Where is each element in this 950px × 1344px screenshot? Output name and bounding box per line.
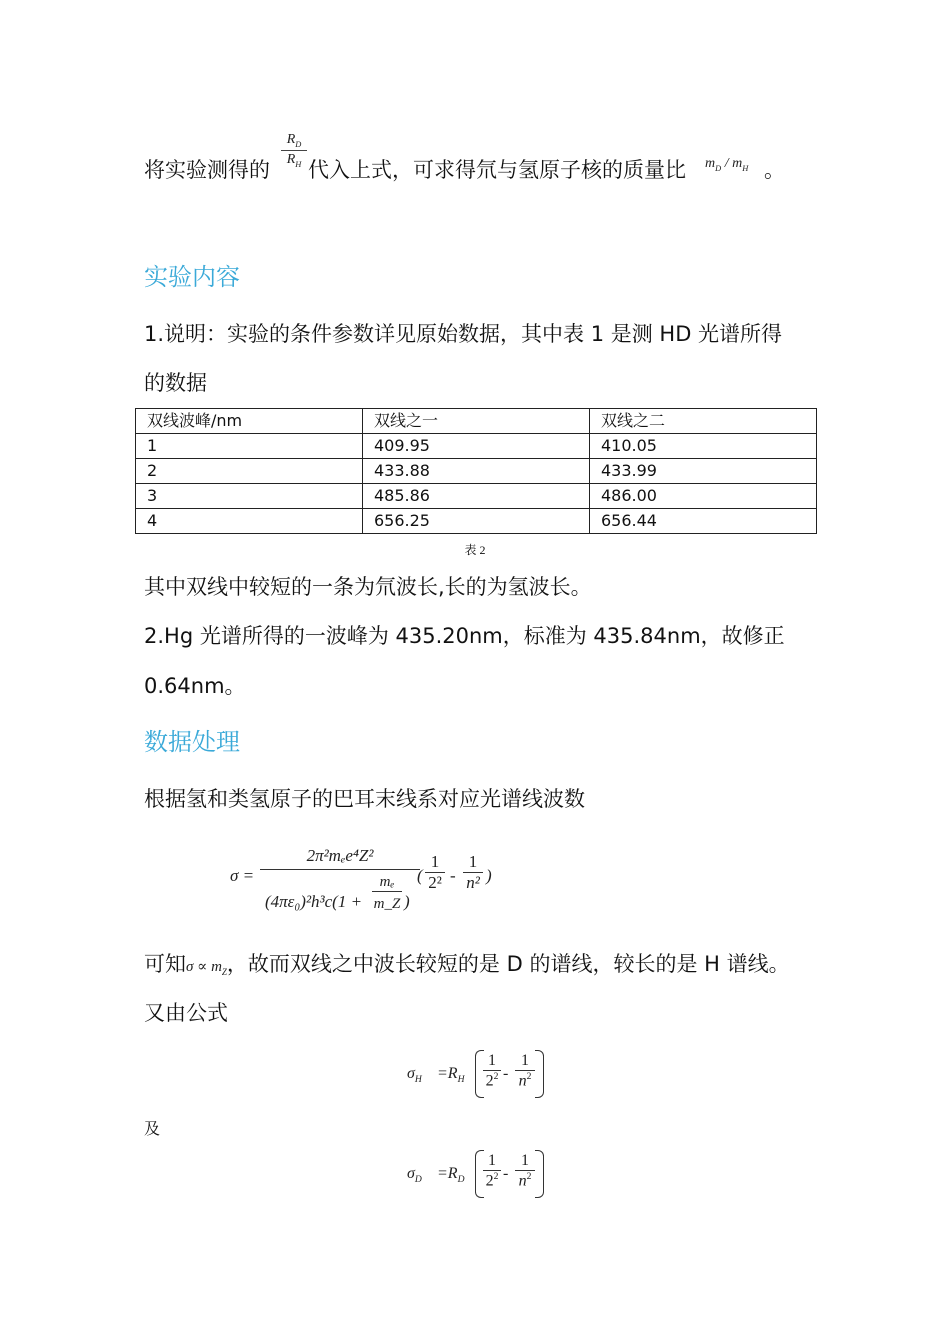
table-caption: 表 2 bbox=[464, 543, 486, 557]
item1-line2: 的数据 bbox=[144, 371, 207, 395]
table-cell: 433.88 bbox=[363, 459, 590, 484]
table-cell: 410.05 bbox=[590, 434, 817, 459]
table-cell: 433.99 bbox=[590, 459, 817, 484]
then-formula-line: 又由公式 bbox=[144, 1001, 228, 1025]
item2-line2: 0.64nm。 bbox=[144, 674, 246, 698]
intro-text-end: 。 bbox=[764, 158, 785, 182]
data-table bbox=[135, 408, 817, 534]
formula-sigma-h: $\sigma_H$ $=R_H$ 1 $2^2$ - 1 $n^2$ bbox=[407, 1050, 557, 1100]
table-row bbox=[136, 509, 817, 534]
conclusion-before: 可知 bbox=[144, 952, 186, 976]
table-row bbox=[136, 459, 817, 484]
table-cell: 3 bbox=[136, 484, 363, 509]
formula-lhs: σ = bbox=[230, 866, 255, 885]
table-header-cell: 双线之二 bbox=[590, 409, 817, 434]
table-row bbox=[136, 484, 817, 509]
table-row bbox=[136, 434, 817, 459]
formula-denominator: (4πε₀)²h³c(1 + mₑ m_Z ) bbox=[265, 874, 410, 912]
ratio-rd-rh: $R_D$ $R_H$ bbox=[281, 133, 307, 169]
section-title-data: 数据处理 bbox=[144, 728, 240, 756]
formula-fraction bbox=[260, 846, 420, 928]
table-cell: 409.95 bbox=[363, 434, 590, 459]
table-cell: 2 bbox=[136, 459, 363, 484]
balmer-formula: σ = 2π²mₑe⁴Z² (4πε₀)²h³c(1 + mₑ m_Z ) ( 1 2² - 1 n² ) bbox=[230, 846, 530, 930]
basis-line: 根据氢和类氢原子的巴耳末线系对应光谱线波数 bbox=[144, 787, 585, 811]
table-cell: 486.00 bbox=[590, 484, 817, 509]
intro-text-after: 代入上式，可求得氘与氢原子核的质量比 bbox=[308, 158, 686, 182]
table-cell: 1 bbox=[136, 434, 363, 459]
sigma-prop-mz: $\sigma \propto m_Z$ bbox=[186, 959, 227, 977]
note-line: 其中双线中较短的一条为氘波长,长的为氢波长。 bbox=[144, 575, 592, 599]
table-cell: 656.25 bbox=[363, 509, 590, 534]
and-text: 及 bbox=[144, 1119, 161, 1138]
table-header-cell: 双线之一 bbox=[363, 409, 590, 434]
formula-sigma-d: $\sigma_D$ $=R_D$ 1 $2^2$ - 1 $n^2$ bbox=[407, 1150, 557, 1200]
table-cell: 656.44 bbox=[590, 509, 817, 534]
conclusion-after: ，故而双线之中波长较短的是 D 的谱线，较长的是 H 谱线。 bbox=[226, 952, 790, 976]
table-cell: 485.86 bbox=[363, 484, 590, 509]
conclusion-line bbox=[144, 954, 790, 977]
section-title-experiment: 实验内容 bbox=[144, 263, 240, 291]
item1-line1: 1.说明：实验的条件参数详见原始数据，其中表 1 是测 HD 光谱所得 bbox=[144, 322, 783, 346]
table-header-cell: 双线波峰/nm bbox=[136, 409, 363, 434]
intro-text-before: 将实验测得的 bbox=[144, 158, 270, 182]
mass-ratio: $m_D / m_H$ bbox=[705, 156, 749, 173]
table-header-row bbox=[136, 409, 817, 434]
formula-numerator: 2π²mₑe⁴Z² bbox=[260, 846, 420, 870]
table-cell: 4 bbox=[136, 509, 363, 534]
item2-line1: 2.Hg 光谱所得的一波峰为 435.20nm，标准为 435.84nm，故修正 bbox=[144, 624, 785, 648]
